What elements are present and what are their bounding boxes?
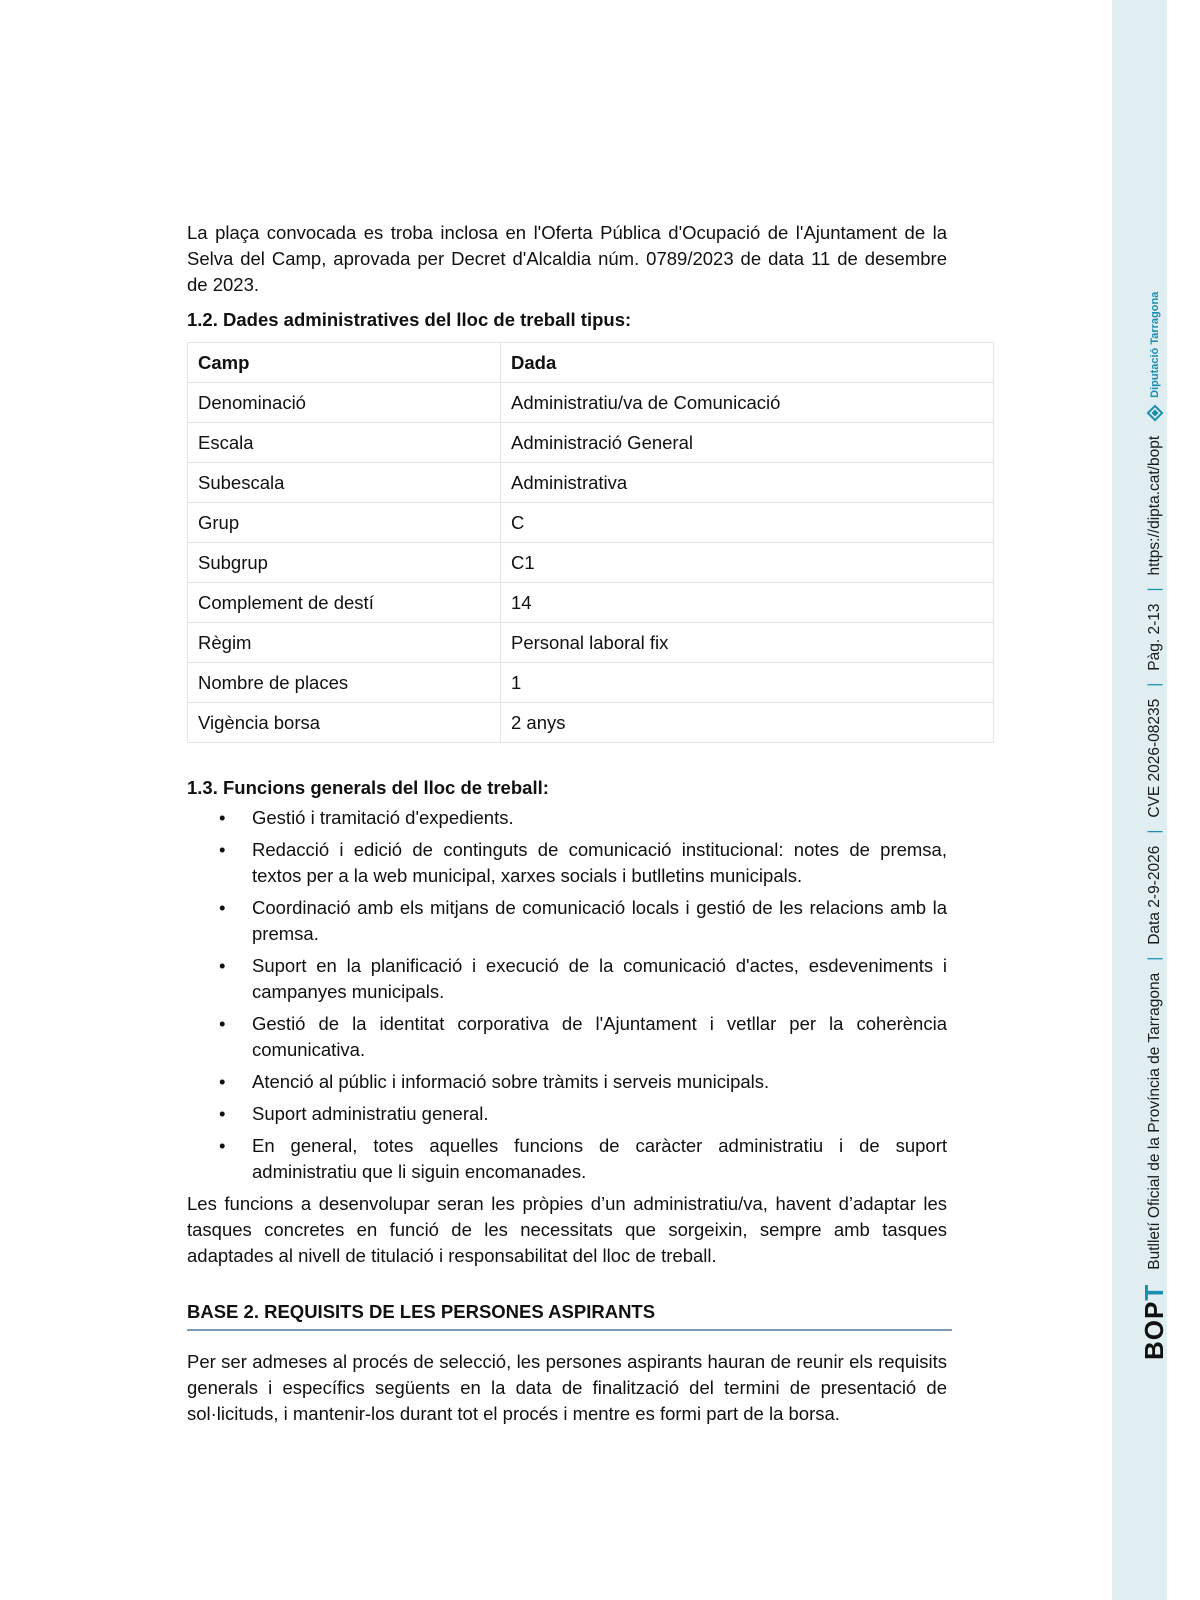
list-item: [187, 953, 947, 1005]
function-text: Suport en la planificació i execució de la comunicació d'actes, esdeveniments i campanyes municipals.: [252, 955, 947, 1002]
table-cell-dada: Administrativa: [501, 463, 994, 503]
publication-name: Butlletí Oficial de la Província de Tarragona: [1145, 972, 1163, 1270]
functions-list: [187, 805, 947, 1185]
base2-title: BASE 2. REQUISITS DE LES PERSONES ASPIRANTS: [187, 1299, 952, 1331]
page-number: Pàg. 2-13: [1145, 603, 1163, 671]
section-1-2-title: 1.2. Dades administratives del lloc de treball tipus:: [187, 309, 632, 330]
cve-code: CVE 2026-08235: [1145, 698, 1163, 818]
separator: |: [1145, 829, 1163, 834]
table-cell-camp: Denominació: [188, 383, 501, 423]
table-cell-dada: Administratiu/va de Comunicació: [501, 383, 994, 423]
bullet-icon: •: [219, 807, 226, 828]
diputacio-diamond-icon: [1146, 404, 1164, 422]
diputacio-name: Diputació Tarragona: [1148, 291, 1161, 398]
bullet-icon: •: [219, 955, 226, 976]
table-header-dada: Dada: [501, 343, 994, 383]
sidebar-vertical-text: [1139, 292, 1170, 1360]
table-cell-camp: Escala: [188, 423, 501, 463]
table-row: [188, 543, 994, 583]
intro-paragraph: La plaça convocada es troba inclosa en l'Oferta Pública d'Ocupació de l'Ajuntament de la Selva del Camp, aprovada per Decret d'Alcaldia núm. 0789/2023 de data 11 de desembre de 2023.: [187, 222, 947, 295]
table-row: [188, 583, 994, 623]
table-cell-camp: Subescala: [188, 463, 501, 503]
function-text: Redacció i edició de continguts de comunicació institucional: notes de premsa, textos per a la web municipal, xarxes socials i butlletins municipals.: [252, 839, 947, 886]
table-cell-camp: Grup: [188, 503, 501, 543]
page-edge: [1167, 0, 1200, 1600]
spacer: [187, 1331, 947, 1349]
document-content: [187, 220, 947, 1427]
function-text: Gestió i tramitació d'expedients.: [252, 807, 514, 828]
list-item: [187, 1133, 947, 1185]
table-cell-camp: Règim: [188, 623, 501, 663]
function-text: Gestió de la identitat corporativa de l'Ajuntament i vetllar per la coherència comunicativa.: [252, 1013, 947, 1060]
table-cell-camp: Complement de destí: [188, 583, 501, 623]
separator: |: [1145, 587, 1163, 592]
bullet-icon: •: [219, 839, 226, 860]
base2-paragraph: Per ser admeses al procés de selecció, les persones aspirants hauran de reunir els requisits generals i específics següents en la data de finalització del termini de presentació de sol·licituds, i mantenir-los durant tot el procés i mentre es formi part de la borsa.: [187, 1351, 947, 1424]
admin-data-table: [187, 342, 994, 743]
separator: |: [1145, 682, 1163, 687]
table-cell-dada: Personal laboral fix: [501, 623, 994, 663]
table-header-camp: Camp: [188, 343, 501, 383]
table-cell-dada: 14: [501, 583, 994, 623]
list-item: [187, 1101, 947, 1127]
bullet-icon: •: [219, 1103, 226, 1124]
spacer: [187, 743, 947, 775]
table-cell-dada: C1: [501, 543, 994, 583]
function-text: En general, totes aquelles funcions de caràcter administratiu i de suport administratiu que li siguin encomanades.: [252, 1135, 947, 1182]
table-cell-camp: Nombre de places: [188, 663, 501, 703]
table-row: [188, 503, 994, 543]
section-1-3-title: 1.3. Funcions generals del lloc de treball:: [187, 777, 549, 798]
bullet-icon: •: [219, 1071, 226, 1092]
table-row: [188, 623, 994, 663]
functions-paragraph: Les funcions a desenvolupar seran les pròpies d’un administratiu/va, havent d’adaptar les tasques concretes en funció de les necessitats que sorgeixin, sempre amb tasques adaptades al nivell de titulació i responsabilitat del lloc de treball.: [187, 1193, 947, 1266]
function-text: Suport administratiu general.: [252, 1103, 489, 1124]
table-cell-dada: 2 anys: [501, 703, 994, 743]
list-item: [187, 895, 947, 947]
bopt-url-link[interactable]: https://dipta.cat/bopt: [1145, 435, 1163, 576]
table-header-row: [188, 343, 994, 383]
table-row: [188, 423, 994, 463]
table-cell-camp: Subgrup: [188, 543, 501, 583]
bullet-icon: •: [219, 897, 226, 918]
table-cell-camp: Vigència borsa: [188, 703, 501, 743]
spacer: [187, 1269, 947, 1299]
separator: |: [1145, 956, 1163, 961]
table-row: [188, 663, 994, 703]
function-text: Coordinació amb els mitjans de comunicació locals i gestió de les relacions amb la premsa.: [252, 897, 947, 944]
table-cell-dada: 1: [501, 663, 994, 703]
bopt-logo: BOPT: [1139, 1283, 1169, 1360]
function-text: Atenció al públic i informació sobre tràmits i serveis municipals.: [252, 1071, 770, 1092]
bullet-icon: •: [219, 1135, 226, 1156]
bullet-icon: •: [219, 1013, 226, 1034]
table-cell-dada: Administració General: [501, 423, 994, 463]
table-row: [188, 383, 994, 423]
table-row: [188, 463, 994, 503]
publication-date: Data 2-9-2026: [1145, 845, 1163, 945]
list-item: [187, 1011, 947, 1063]
diputacio-logo: [1146, 292, 1164, 422]
list-item: [187, 837, 947, 889]
table-cell-dada: C: [501, 503, 994, 543]
table-row: [188, 703, 994, 743]
list-item: [187, 1069, 947, 1095]
list-item: [187, 805, 947, 831]
